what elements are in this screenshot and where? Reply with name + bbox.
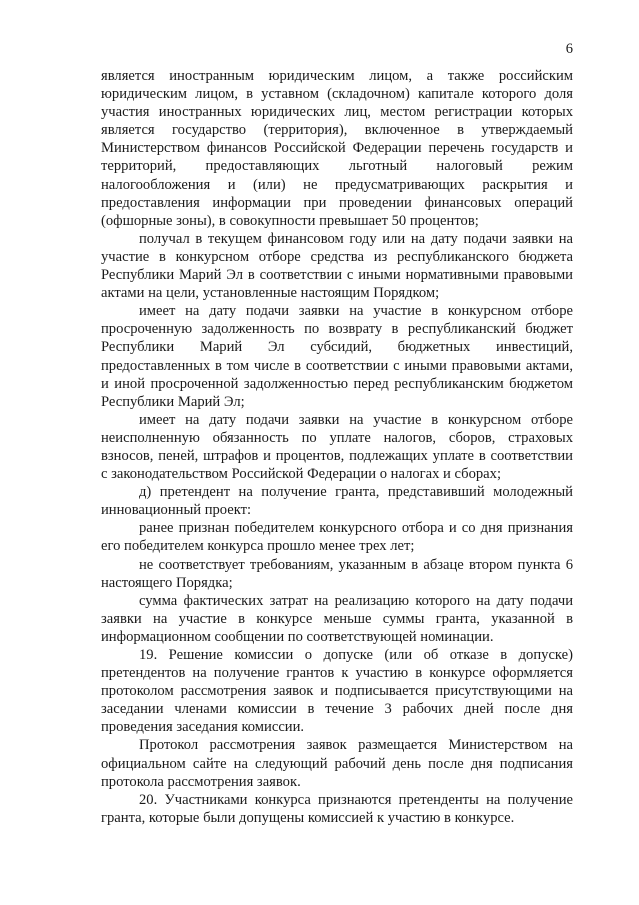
paragraph-item-19: 19. Решение комиссии о допуске (или об отказе в допуске) претендентов на получение грантов к участию в конкурсе оформляется протоколом рассмотрения заявок и подписывается присутствующими на заседании членами комиссии в течение 3 рабочих дней после дня проведения заседания комиссии. [101,647,573,736]
paragraph-youth-project: д) претендент на получение гранта, представивший молодежный инновационный проект: [101,484,573,519]
document-body [101,67,573,827]
paragraph-item-20: 20. Участниками конкурса признаются претенденты на получение гранта, которые были допущены комиссией к участию в конкурсе. [101,791,573,826]
paragraph-actual-costs: сумма фактических затрат на реализацию которого на дату подачи заявки на участие в конкурсе меньше суммы гранта, указанной в информационном сообщении по соответствующей номинации. [101,592,573,645]
paragraph-received-funds: получал в текущем финансовом году или на дату подачи заявки на участие в конкурсном отборе средства из республиканского бюджета Республики Марий Эл в соответствии с иными нормативными правовыми актами на цели, установленные настоящим Порядком; [101,230,573,302]
page-number: 6 [565,41,573,57]
paragraph-unpaid-taxes: имеет на дату подачи заявки на участие в конкурсном отборе неисполненную обязанность по уплате налогов, сборов, страховых взносов, пеней, штрафов и процентов, подлежащих уплате в соответствии с законодательством Российской Федерации о налогах и сборах; [101,411,573,483]
paragraph-not-compliant: не соответствует требованиям, указанным в абзаце втором пункта 6 настоящего Порядка; [101,556,573,591]
paragraph-overdue-debt: имеет на дату подачи заявки на участие в конкурсном отборе просроченную задолженность по возврату в республиканский бюджет Республики Марий Эл субсидий, бюджетных инвестиций, предоставленных в том числе в соответствии с иными правовыми актами, и иной просроченной задолженностью перед республиканским бюджетом Республики Марий Эл; [101,303,573,410]
paragraph-previous-winner: ранее признан победителем конкурсного отбора и со дня признания его победителем конкурса прошло менее трех лет; [101,520,573,555]
paragraph-protocol-publication: Протокол рассмотрения заявок размещается Министерством на официальном сайте на следующий рабочий день после дня подписания протокола рассмотрения заявок. [101,737,573,790]
paragraph-offshore-criteria: является иностранным юридическим лицом, а также российским юридическим лицом, в уставном (складочном) капитале которого доля участия иностранных юридических лиц, местом регистрации которых является государство (территория), включенное в утверждаемый Министерством финансов Российской Федерации перечень государств и территорий, предоставляющих льготный налоговый режим налогообложения и (или) не предусматривающих раскрытия и предоставления информации при проведении финансовых операций (офшорные зоны), в совокупности превышает 50 процентов; [101,68,573,229]
